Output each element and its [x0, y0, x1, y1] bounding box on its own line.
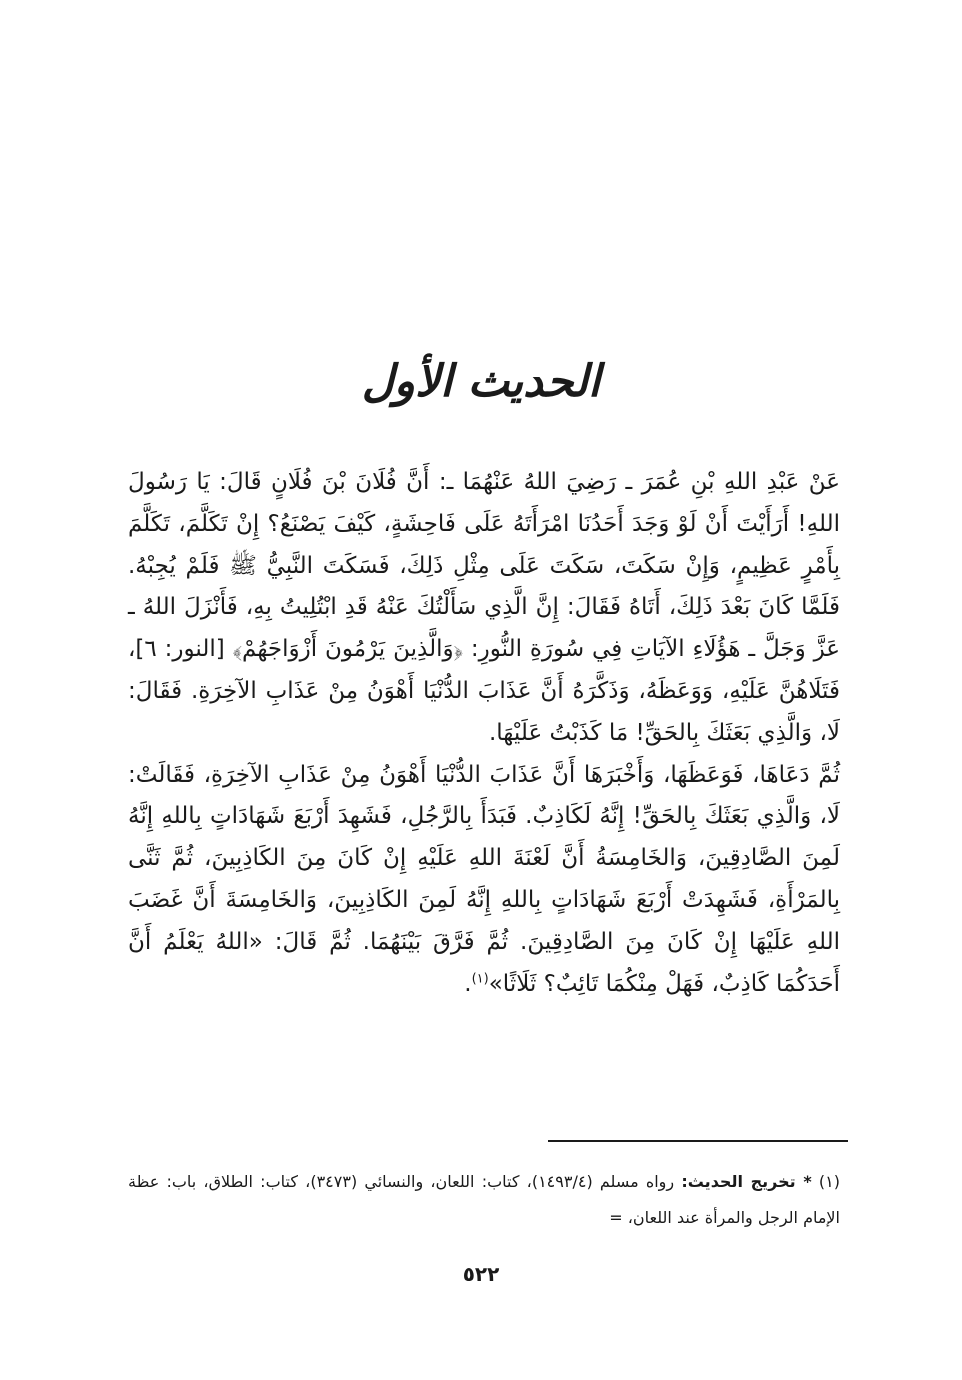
hadith-text [128, 462, 840, 1005]
footnote-text: رواه مسلم (١٤٩٣/٤)، كتاب: اللعان، والنسائي (٣٤٧٣)، كتاب: الطلاق، باب: عظة الإمام الرجل والمرأة عند اللعان، = [128, 1172, 840, 1227]
footnote-heading: * تخريج الحديث: [681, 1172, 812, 1191]
hadith-paragraph-1: عَنْ عَبْدِ اللهِ بْنِ عُمَرَ ـ رَضِيَ اللهُ عَنْهُمَا ـ: أَنَّ فُلَانَ بْنَ فُلَانٍ قَالَ: يَا رَسُولَ اللهِ! أَرَأَيْتَ أَنْ لَوْ وَجَدَ أَحَدُنَا امْرَأَتَهُ عَلَى فَاحِشَةٍ، كَيْفَ يَصْنَعُ؟ إِنْ تَكَلَّمَ، تَكَلَّمَ بِأَمْرٍ عَظِيمٍ، وَإِنْ سَكَتَ، سَكَتَ عَلَى مِثْلِ ذَلِكَ، فَسَكَتَ النَّبِيُّ ﷺ فَلَمْ يُجِبْهُ. فَلَمَّا كَانَ بَعْدَ ذَلِكَ، أَتَاهُ فَقَالَ: إِنَّ الَّذِي سَأَلْتُكَ عَنْهُ قَدِ ابْتُلِيتُ بِهِ، فَأَنْزَلَ اللهُ ـ عَزَّ وَجَلَّ ـ هَؤُلَاءِ الآيَاتِ فِي سُورَةِ النُّورِ: ﴿وَالَّذِينَ يَرْمُونَ أَزْوَاجَهُمْ﴾ [النور: ٦]، فَتَلَاهُنَّ عَلَيْهِ، وَوَعَظَهُ، وَذَكَّرَهُ أَنَّ عَذَابَ الدُّنْيَا أَهْوَنُ مِنْ عَذَابِ الآخِرَةِ. فَقَالَ: لَا، وَالَّذِي بَعَثَكَ بِالحَقِّ! مَا كَذَبْتُ عَلَيْهَا. [128, 469, 840, 746]
page-number: ٥٢٢ [462, 1262, 500, 1286]
footnote-separator [548, 1140, 848, 1142]
hadith-ending-punctuation: . [464, 970, 472, 997]
footnote-label: (١) [818, 1172, 841, 1191]
chapter-title: الحديث الأول [361, 356, 601, 407]
footnote-reference: (١) [471, 970, 489, 986]
hadith-paragraph-2-text: ثُمَّ دَعَاهَا، فَوَعَظَهَا، وَأَخْبَرَهَا أَنَّ عَذَابَ الدُّنْيَا أَهْوَنُ مِنْ عَذَابِ الآخِرَةِ، فَقَالَتْ: لَا، وَالَّذِي بَعَثَكَ بِالحَقِّ! إِنَّهُ لَكَاذِبٌ. فَبَدَأَ بِالرَّجُلِ، فَشَهِدَ أَرْبَعَ شَهَادَاتٍ بِاللهِ إِنَّهُ لَمِنَ الصَّادِقِينَ، وَالخَامِسَةُ أَنَّ لَعْنَةَ اللهِ عَلَيْهِ إِنْ كَانَ مِنَ الكَاذِبِينَ، ثُمَّ ثَنَّى بِالمَرْأَةِ، فَشَهِدَتْ أَرْبَعَ شَهَادَاتٍ بِاللهِ إِنَّهُ لَمِنَ الكَاذِبِينَ، وَالخَامِسَةَ أَنَّ غَضَبَ اللهِ عَلَيْهَا إِنْ كَانَ مِنَ الصَّادِقِينَ. ثُمَّ فَرَّقَ بَيْنَهُمَا. ثُمَّ قَالَ: «اللهُ يَعْلَمُ أَنَّ أَحَدَكُمَا كَاذِبٌ، فَهَلْ مِنْكُمَا تَائِبٌ؟ ثَلَاثًا» [128, 761, 840, 997]
hadith-paragraph-2 [128, 755, 840, 1006]
footnote [128, 1164, 840, 1236]
